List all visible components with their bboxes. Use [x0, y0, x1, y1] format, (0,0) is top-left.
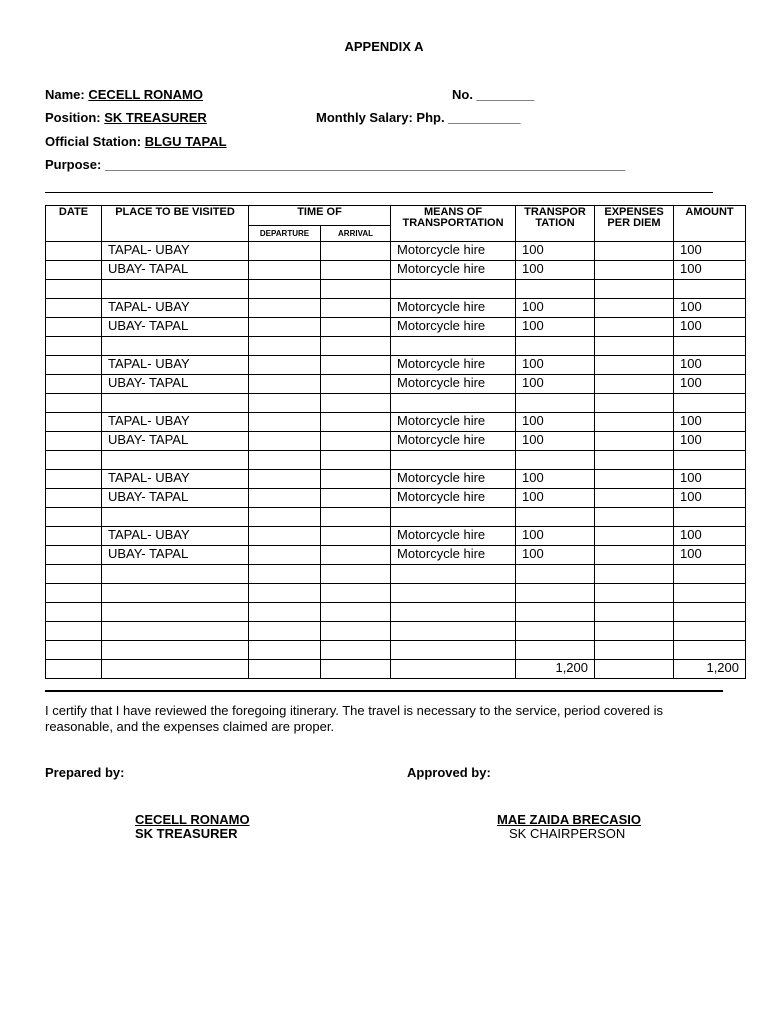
arrival-cell — [321, 280, 391, 299]
table-row — [46, 280, 746, 299]
amount-cell — [674, 584, 746, 603]
date-cell — [46, 660, 102, 679]
arrival-cell — [321, 546, 391, 565]
amount-cell: 100 — [674, 375, 746, 394]
means-cell — [391, 622, 516, 641]
place-cell: UBAY- TAPAL — [102, 489, 249, 508]
purpose-field: Purpose: ________________________________________________________________________ — [45, 157, 626, 172]
table-row — [46, 508, 746, 527]
transportation-cell — [516, 280, 595, 299]
position-value: SK TREASURER — [104, 110, 207, 125]
departure-cell — [249, 394, 321, 413]
total-transportation: 1,200 — [516, 660, 595, 679]
means-cell — [391, 394, 516, 413]
means-cell — [391, 337, 516, 356]
date-cell — [46, 546, 102, 565]
transportation-cell: 100 — [516, 261, 595, 280]
transportation-cell — [516, 451, 595, 470]
date-cell — [46, 337, 102, 356]
amount-cell — [674, 280, 746, 299]
departure-cell — [249, 565, 321, 584]
transportation-cell: 100 — [516, 432, 595, 451]
means-cell — [391, 584, 516, 603]
total-amount: 1,200 — [674, 660, 746, 679]
expenses-cell — [595, 337, 674, 356]
departure-cell — [249, 470, 321, 489]
transportation-cell: 100 — [516, 470, 595, 489]
means-cell: Motorcycle hire — [391, 489, 516, 508]
place-cell: TAPAL- UBAY — [102, 413, 249, 432]
approved-by-label: Approved by: — [407, 765, 491, 780]
date-cell — [46, 318, 102, 337]
means-cell — [391, 641, 516, 660]
departure-cell — [249, 356, 321, 375]
table-row — [46, 546, 746, 565]
amount-cell: 100 — [674, 527, 746, 546]
amount-cell — [674, 565, 746, 584]
means-cell — [391, 660, 516, 679]
transportation-cell — [516, 394, 595, 413]
table-row — [46, 527, 746, 546]
place-cell — [102, 622, 249, 641]
means-cell: Motorcycle hire — [391, 413, 516, 432]
place-cell — [102, 394, 249, 413]
arrival-cell — [321, 261, 391, 280]
transportation-cell: 100 — [516, 318, 595, 337]
place-cell — [102, 508, 249, 527]
date-cell — [46, 299, 102, 318]
departure-cell — [249, 508, 321, 527]
prepared-by-label: Prepared by: — [45, 765, 125, 780]
means-cell: Motorcycle hire — [391, 470, 516, 489]
departure-cell — [249, 261, 321, 280]
name-label: Name: — [45, 87, 85, 102]
amount-cell: 100 — [674, 299, 746, 318]
col-header-arrival: ARRIVAL — [321, 226, 391, 242]
col-header-date: DATE — [46, 206, 102, 242]
date-cell — [46, 280, 102, 299]
means-cell: Motorcycle hire — [391, 242, 516, 261]
place-cell: UBAY- TAPAL — [102, 375, 249, 394]
place-cell — [102, 641, 249, 660]
arrival-cell — [321, 375, 391, 394]
arrival-cell — [321, 432, 391, 451]
col-header-place: PLACE TO BE VISITED — [102, 206, 249, 242]
arrival-cell — [321, 318, 391, 337]
table-row — [46, 565, 746, 584]
means-cell — [391, 451, 516, 470]
amount-cell: 100 — [674, 432, 746, 451]
arrival-cell — [321, 584, 391, 603]
departure-cell — [249, 432, 321, 451]
means-cell: Motorcycle hire — [391, 546, 516, 565]
expenses-cell — [595, 603, 674, 622]
approved-by-name: MAE ZAIDA BRECASIO — [497, 812, 641, 827]
expenses-cell — [595, 641, 674, 660]
place-cell: TAPAL- UBAY — [102, 527, 249, 546]
expenses-cell — [595, 318, 674, 337]
table-row — [46, 375, 746, 394]
departure-cell — [249, 375, 321, 394]
date-cell — [46, 641, 102, 660]
table-row — [46, 242, 746, 261]
expenses-cell — [595, 451, 674, 470]
amount-cell — [674, 641, 746, 660]
expenses-cell — [595, 299, 674, 318]
place-cell — [102, 337, 249, 356]
col-header-time-of: TIME OF — [249, 206, 391, 226]
expenses-cell — [595, 261, 674, 280]
table-row — [46, 413, 746, 432]
arrival-cell — [321, 660, 391, 679]
transportation-cell — [516, 622, 595, 641]
departure-cell — [249, 584, 321, 603]
arrival-cell — [321, 527, 391, 546]
transportation-cell: 100 — [516, 546, 595, 565]
transportation-cell: 100 — [516, 242, 595, 261]
expenses-cell — [595, 394, 674, 413]
transportation-cell — [516, 565, 595, 584]
date-cell — [46, 508, 102, 527]
totals-row — [46, 660, 746, 679]
page-title: APPENDIX A — [344, 39, 424, 54]
table-row — [46, 641, 746, 660]
certification-text: I certify that I have reviewed the foregoing itinerary. The travel is necessary to the service, period covered is reasonable, and the expenses claimed are proper. — [45, 703, 664, 734]
place-cell: TAPAL- UBAY — [102, 242, 249, 261]
position-label: Position: — [45, 110, 101, 125]
departure-cell — [249, 603, 321, 622]
amount-cell: 100 — [674, 413, 746, 432]
transportation-cell: 100 — [516, 356, 595, 375]
expenses-cell — [595, 375, 674, 394]
departure-cell — [249, 318, 321, 337]
table-row — [46, 299, 746, 318]
date-cell — [46, 261, 102, 280]
station-value: BLGU TAPAL — [144, 134, 227, 149]
departure-cell — [249, 546, 321, 565]
transportation-cell — [516, 584, 595, 603]
expenses-cell — [595, 432, 674, 451]
amount-cell — [674, 337, 746, 356]
means-cell: Motorcycle hire — [391, 261, 516, 280]
table-row — [46, 470, 746, 489]
arrival-cell — [321, 641, 391, 660]
table-row — [46, 318, 746, 337]
arrival-cell — [321, 508, 391, 527]
transportation-cell: 100 — [516, 527, 595, 546]
amount-cell: 100 — [674, 318, 746, 337]
departure-cell — [249, 299, 321, 318]
transportation-cell: 100 — [516, 299, 595, 318]
departure-cell — [249, 660, 321, 679]
amount-cell: 100 — [674, 242, 746, 261]
date-cell — [46, 470, 102, 489]
departure-cell — [249, 280, 321, 299]
means-cell — [391, 280, 516, 299]
position-line — [45, 110, 207, 125]
place-cell: UBAY- TAPAL — [102, 432, 249, 451]
amount-cell — [674, 603, 746, 622]
date-cell — [46, 603, 102, 622]
arrival-cell — [321, 337, 391, 356]
place-cell: TAPAL- UBAY — [102, 299, 249, 318]
place-cell — [102, 565, 249, 584]
transportation-cell: 100 — [516, 413, 595, 432]
table-row — [46, 451, 746, 470]
amount-cell: 100 — [674, 261, 746, 280]
station-label: Official Station: — [45, 134, 142, 149]
prepared-by-name: CECELL RONAMO — [135, 812, 250, 827]
place-cell: UBAY- TAPAL — [102, 318, 249, 337]
amount-cell — [674, 622, 746, 641]
expenses-cell — [595, 489, 674, 508]
departure-cell — [249, 413, 321, 432]
expenses-cell — [595, 584, 674, 603]
place-cell: UBAY- TAPAL — [102, 261, 249, 280]
place-cell — [102, 280, 249, 299]
arrival-cell — [321, 489, 391, 508]
means-cell — [391, 565, 516, 584]
expenses-cell — [595, 413, 674, 432]
date-cell — [46, 622, 102, 641]
transportation-cell — [516, 641, 595, 660]
arrival-cell — [321, 565, 391, 584]
transportation-cell: 100 — [516, 375, 595, 394]
arrival-cell — [321, 299, 391, 318]
itinerary-table — [45, 205, 746, 679]
date-cell — [46, 413, 102, 432]
table-row — [46, 261, 746, 280]
col-header-amount: AMOUNT — [674, 206, 746, 242]
arrival-cell — [321, 470, 391, 489]
expenses-cell — [595, 660, 674, 679]
date-cell — [46, 356, 102, 375]
table-row — [46, 584, 746, 603]
table-row — [46, 432, 746, 451]
expenses-cell — [595, 622, 674, 641]
name-value: CECELL RONAMO — [88, 87, 203, 102]
departure-cell — [249, 242, 321, 261]
departure-cell — [249, 527, 321, 546]
transportation-cell — [516, 337, 595, 356]
date-cell — [46, 375, 102, 394]
amount-cell — [674, 394, 746, 413]
table-row — [46, 489, 746, 508]
table-row — [46, 356, 746, 375]
means-cell: Motorcycle hire — [391, 299, 516, 318]
means-cell: Motorcycle hire — [391, 432, 516, 451]
place-cell — [102, 451, 249, 470]
departure-cell — [249, 641, 321, 660]
place-cell — [102, 584, 249, 603]
departure-cell — [249, 451, 321, 470]
means-cell: Motorcycle hire — [391, 318, 516, 337]
arrival-cell — [321, 356, 391, 375]
place-cell: TAPAL- UBAY — [102, 470, 249, 489]
amount-cell: 100 — [674, 470, 746, 489]
means-cell: Motorcycle hire — [391, 375, 516, 394]
amount-cell: 100 — [674, 489, 746, 508]
col-header-expenses: EXPENSES PER DIEM — [595, 206, 674, 242]
table-row — [46, 622, 746, 641]
transportation-cell: 100 — [516, 489, 595, 508]
departure-cell — [249, 337, 321, 356]
date-cell — [46, 489, 102, 508]
place-cell — [102, 603, 249, 622]
means-cell: Motorcycle hire — [391, 356, 516, 375]
prepared-by-title: SK TREASURER — [135, 826, 238, 841]
expenses-cell — [595, 508, 674, 527]
date-cell — [46, 584, 102, 603]
date-cell — [46, 451, 102, 470]
table-row — [46, 394, 746, 413]
name-line — [45, 87, 203, 102]
table-row — [46, 603, 746, 622]
number-field: No. ________ — [452, 87, 535, 102]
expenses-cell — [595, 565, 674, 584]
amount-cell: 100 — [674, 546, 746, 565]
date-cell — [46, 394, 102, 413]
expenses-cell — [595, 546, 674, 565]
arrival-cell — [321, 413, 391, 432]
separator-line — [45, 192, 713, 193]
transportation-cell — [516, 508, 595, 527]
departure-cell — [249, 489, 321, 508]
place-cell — [102, 660, 249, 679]
place-cell: TAPAL- UBAY — [102, 356, 249, 375]
place-cell: UBAY- TAPAL — [102, 546, 249, 565]
divider-line — [45, 690, 723, 692]
table-row — [46, 337, 746, 356]
station-line — [45, 134, 227, 149]
amount-cell: 100 — [674, 356, 746, 375]
arrival-cell — [321, 242, 391, 261]
expenses-cell — [595, 242, 674, 261]
date-cell — [46, 527, 102, 546]
amount-cell — [674, 451, 746, 470]
arrival-cell — [321, 394, 391, 413]
expenses-cell — [595, 280, 674, 299]
means-cell — [391, 603, 516, 622]
monthly-salary-field: Monthly Salary: Php. __________ — [316, 110, 521, 125]
col-header-transportation: TRANSPOR TATION — [516, 206, 595, 242]
arrival-cell — [321, 622, 391, 641]
date-cell — [46, 242, 102, 261]
amount-cell — [674, 508, 746, 527]
col-header-means: MEANS OF TRANSPORTATION — [391, 206, 516, 242]
expenses-cell — [595, 356, 674, 375]
date-cell — [46, 432, 102, 451]
date-cell — [46, 565, 102, 584]
departure-cell — [249, 622, 321, 641]
expenses-cell — [595, 527, 674, 546]
transportation-cell — [516, 603, 595, 622]
means-cell: Motorcycle hire — [391, 527, 516, 546]
expenses-cell — [595, 470, 674, 489]
approved-by-title: SK CHAIRPERSON — [509, 826, 626, 841]
col-header-departure: DEPARTURE — [249, 226, 321, 242]
arrival-cell — [321, 603, 391, 622]
arrival-cell — [321, 451, 391, 470]
means-cell — [391, 508, 516, 527]
